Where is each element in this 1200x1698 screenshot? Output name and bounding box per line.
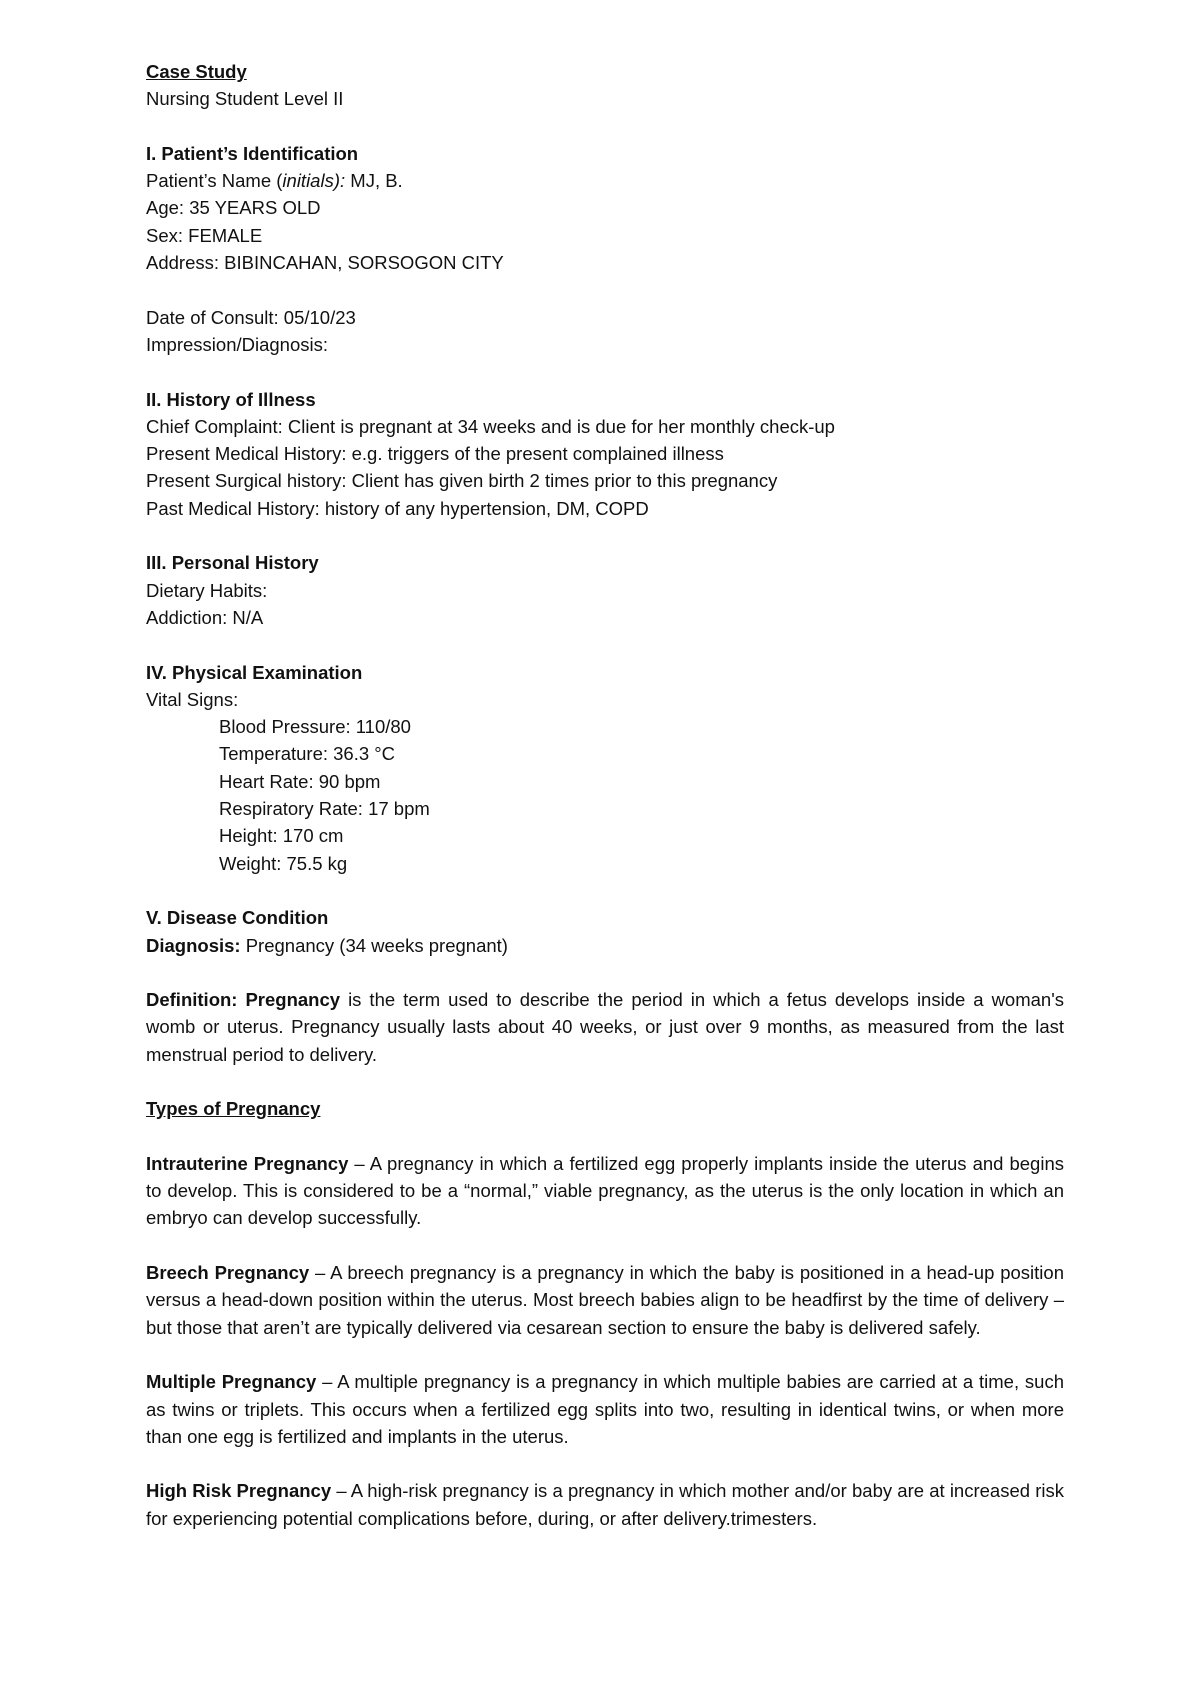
spacer	[146, 113, 1064, 140]
disease-condition-heading: V. Disease Condition	[146, 907, 329, 929]
heart-rate: Heart Rate: 90 bpm	[219, 770, 381, 792]
respiratory-rate: Respiratory Rate: 17 bpm	[219, 798, 430, 820]
type-intrauterine	[146, 1150, 1064, 1232]
history-heading: II. History of Illness	[146, 388, 316, 410]
chief-complaint: Chief Complaint: Client is pregnant at 34 weeks and is due for her monthly check-up	[146, 415, 835, 437]
spacer	[146, 522, 1064, 549]
type-text: – A high-risk pregnancy is a pregnancy in which mother and/or baby are at increased risk for experiencing potential complications before, during, or after delivery.trimesters.	[146, 1480, 1064, 1529]
vital-signs-label: Vital Signs:	[146, 688, 239, 710]
addiction: Addiction: N/A	[146, 606, 264, 628]
physical-exam-heading: IV. Physical Examination	[146, 661, 363, 683]
spacer	[146, 1068, 1064, 1095]
patient-age: Age: 35 YEARS OLD	[146, 197, 321, 219]
patient-name-value: MJ, B.	[345, 170, 403, 192]
definition-term: Pregnancy	[237, 989, 341, 1011]
past-medical-history: Past Medical History: history of any hypertension, DM, COPD	[146, 497, 649, 519]
type-multiple	[146, 1368, 1064, 1450]
type-text: – A breech pregnancy is a pregnancy in which the baby is positioned in a head-up position versus a head-down position within the uterus. Most breech babies align to be headfirst by the time of delivery – but those that aren’t are typically delivered via cesarean section to ensure the baby is delivered safely.	[146, 1262, 1064, 1338]
height: Height: 170 cm	[219, 825, 344, 847]
definition-paragraph	[146, 986, 1064, 1068]
spacer	[146, 1123, 1064, 1150]
patient-sex: Sex: FEMALE	[146, 224, 263, 246]
date-of-consult: Date of Consult: 05/10/23	[146, 306, 356, 328]
document-page	[146, 58, 1064, 1532]
type-text: – A pregnancy in which a fertilized egg properly implants inside the uterus and begins to develop. This is considered to be a “normal,” viable pregnancy, as the uterus is the only location in which an embryo can develop successfully.	[146, 1152, 1064, 1229]
personal-history-heading: III. Personal History	[146, 552, 319, 574]
spacer	[146, 358, 1064, 385]
identification-heading: I. Patient’s Identification	[146, 142, 359, 164]
definition-text: is the term used to describe the period in which a fetus develops inside a woman's womb or uterus. Pregnancy usually lasts about 40 weeks, or just over 9 months, as measured from the last menstrual period to delivery.	[146, 989, 1064, 1065]
weight: Weight: 75.5 kg	[219, 852, 348, 874]
spacer	[146, 877, 1064, 904]
spacer	[146, 1341, 1064, 1368]
blood-pressure: Blood Pressure: 110/80	[219, 716, 411, 738]
present-medical-history: Present Medical History: e.g. triggers of the present complained illness	[146, 443, 724, 465]
spacer	[146, 1232, 1064, 1259]
spacer	[146, 959, 1064, 986]
temperature: Temperature: 36.3 °C	[219, 743, 396, 765]
type-term: Breech Pregnancy	[146, 1262, 310, 1284]
patient-name-label: Patient’s Name (	[146, 170, 283, 192]
spacer	[146, 276, 1064, 303]
diagnosis-label: Diagnosis:	[146, 934, 241, 956]
definition-label: Definition:	[146, 989, 238, 1011]
type-term: High Risk Pregnancy	[146, 1480, 332, 1502]
patient-name-label-italic: initials):	[282, 170, 346, 192]
diagnosis-line	[146, 932, 1064, 959]
type-term: Intrauterine Pregnancy	[146, 1152, 349, 1174]
type-text: – A multiple pregnancy is a pregnancy in which multiple babies are carried at a time, such as twins or triplets. This occurs when a fertilized egg splits into two, resulting in identical twins, or when more than one egg is fertilized and implants in the uterus.	[146, 1371, 1064, 1447]
document-subtitle: Nursing Student Level II	[146, 88, 344, 110]
type-high-risk	[146, 1477, 1064, 1532]
type-breech	[146, 1259, 1064, 1341]
spacer	[146, 631, 1064, 658]
impression-diagnosis: Impression/Diagnosis:	[146, 333, 328, 355]
patient-address: Address: BIBINCAHAN, SORSOGON CITY	[146, 252, 504, 274]
type-term: Multiple Pregnancy	[146, 1371, 317, 1393]
patient-name-line	[146, 167, 1064, 194]
diagnosis-value: Pregnancy (34 weeks pregnant)	[240, 934, 508, 956]
present-surgical-history: Present Surgical history: Client has given birth 2 times prior to this pregnancy	[146, 470, 778, 492]
dietary-habits: Dietary Habits:	[146, 579, 268, 601]
types-heading: Types of Pregnancy	[146, 1098, 321, 1120]
document-title: Case Study	[146, 61, 247, 82]
spacer	[146, 1450, 1064, 1477]
